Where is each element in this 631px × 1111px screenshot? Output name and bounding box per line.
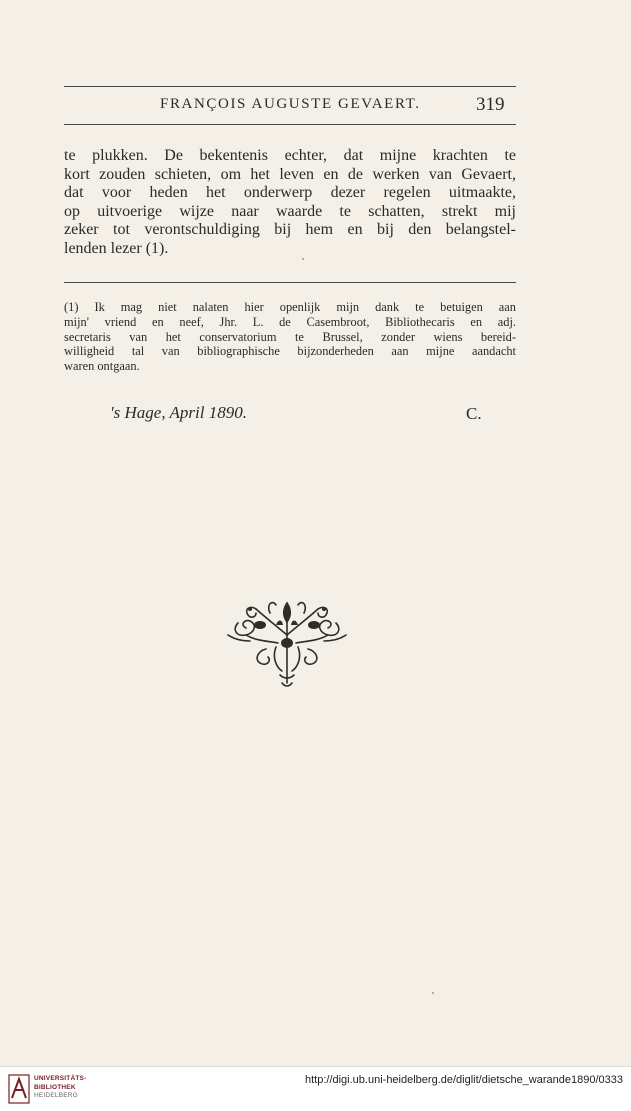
body-line: lenden lezer (1). [64, 239, 169, 257]
fleuron-ornament-icon [220, 595, 355, 690]
signoff-place-date: 's Hage, April 1890. [110, 403, 247, 422]
body-line: dat voor heden het onderwerp dezer regelen uitmaakte, [64, 184, 516, 202]
library-name: UNIVERSITÄTS- BIBLIOTHEK HEIDELBERG [34, 1075, 87, 1099]
footnote-line: waren ontgaan. [64, 359, 140, 374]
body-line: op uitvoerige wijze naar waarde te schatten, strekt mij [64, 202, 516, 220]
header-rule-bottom [64, 124, 516, 125]
paper-speck [432, 992, 434, 994]
body-paragraph [64, 147, 516, 259]
signoff-initial: C. [466, 404, 482, 423]
running-title: FRANÇOIS AUGUSTE GEVAERT. [160, 96, 421, 112]
footnote-line: mijn' vriend en neef, Jhr. L. de Casembroot, Bibliothecaris en adj. [64, 314, 516, 329]
footnote-line: willigheid tal van bibliographische bijzonderheden aan mijne aandacht [64, 344, 516, 359]
university-library-logo-icon [8, 1074, 30, 1104]
footnote-line: (1) Ik mag niet nalaten hier openlijk mijn dank te betuigen aan [64, 300, 516, 314]
header-rule-top [64, 86, 516, 87]
body-line: te plukken. De bekentenis echter, dat mijne krachten te [64, 147, 516, 164]
footnote-separator [64, 282, 516, 283]
paper-speck [302, 258, 304, 260]
page-number: 319 [476, 94, 505, 115]
footnote-line: secretaris van het conservatorium te Brussel, zonder wiens bereid- [64, 329, 516, 344]
viewer-footer [0, 1066, 631, 1111]
source-url-link[interactable]: http://digi.ub.uni-heidelberg.de/diglit/dietsche_warande1890/0333 [304, 1074, 623, 1086]
footnote [64, 300, 516, 374]
body-line: kort zouden schieten, om het leven en de werken van Gevaert, [64, 165, 516, 183]
body-line: zeker tot verontschuldiging bij hem en bij den belangstel- [64, 221, 516, 239]
